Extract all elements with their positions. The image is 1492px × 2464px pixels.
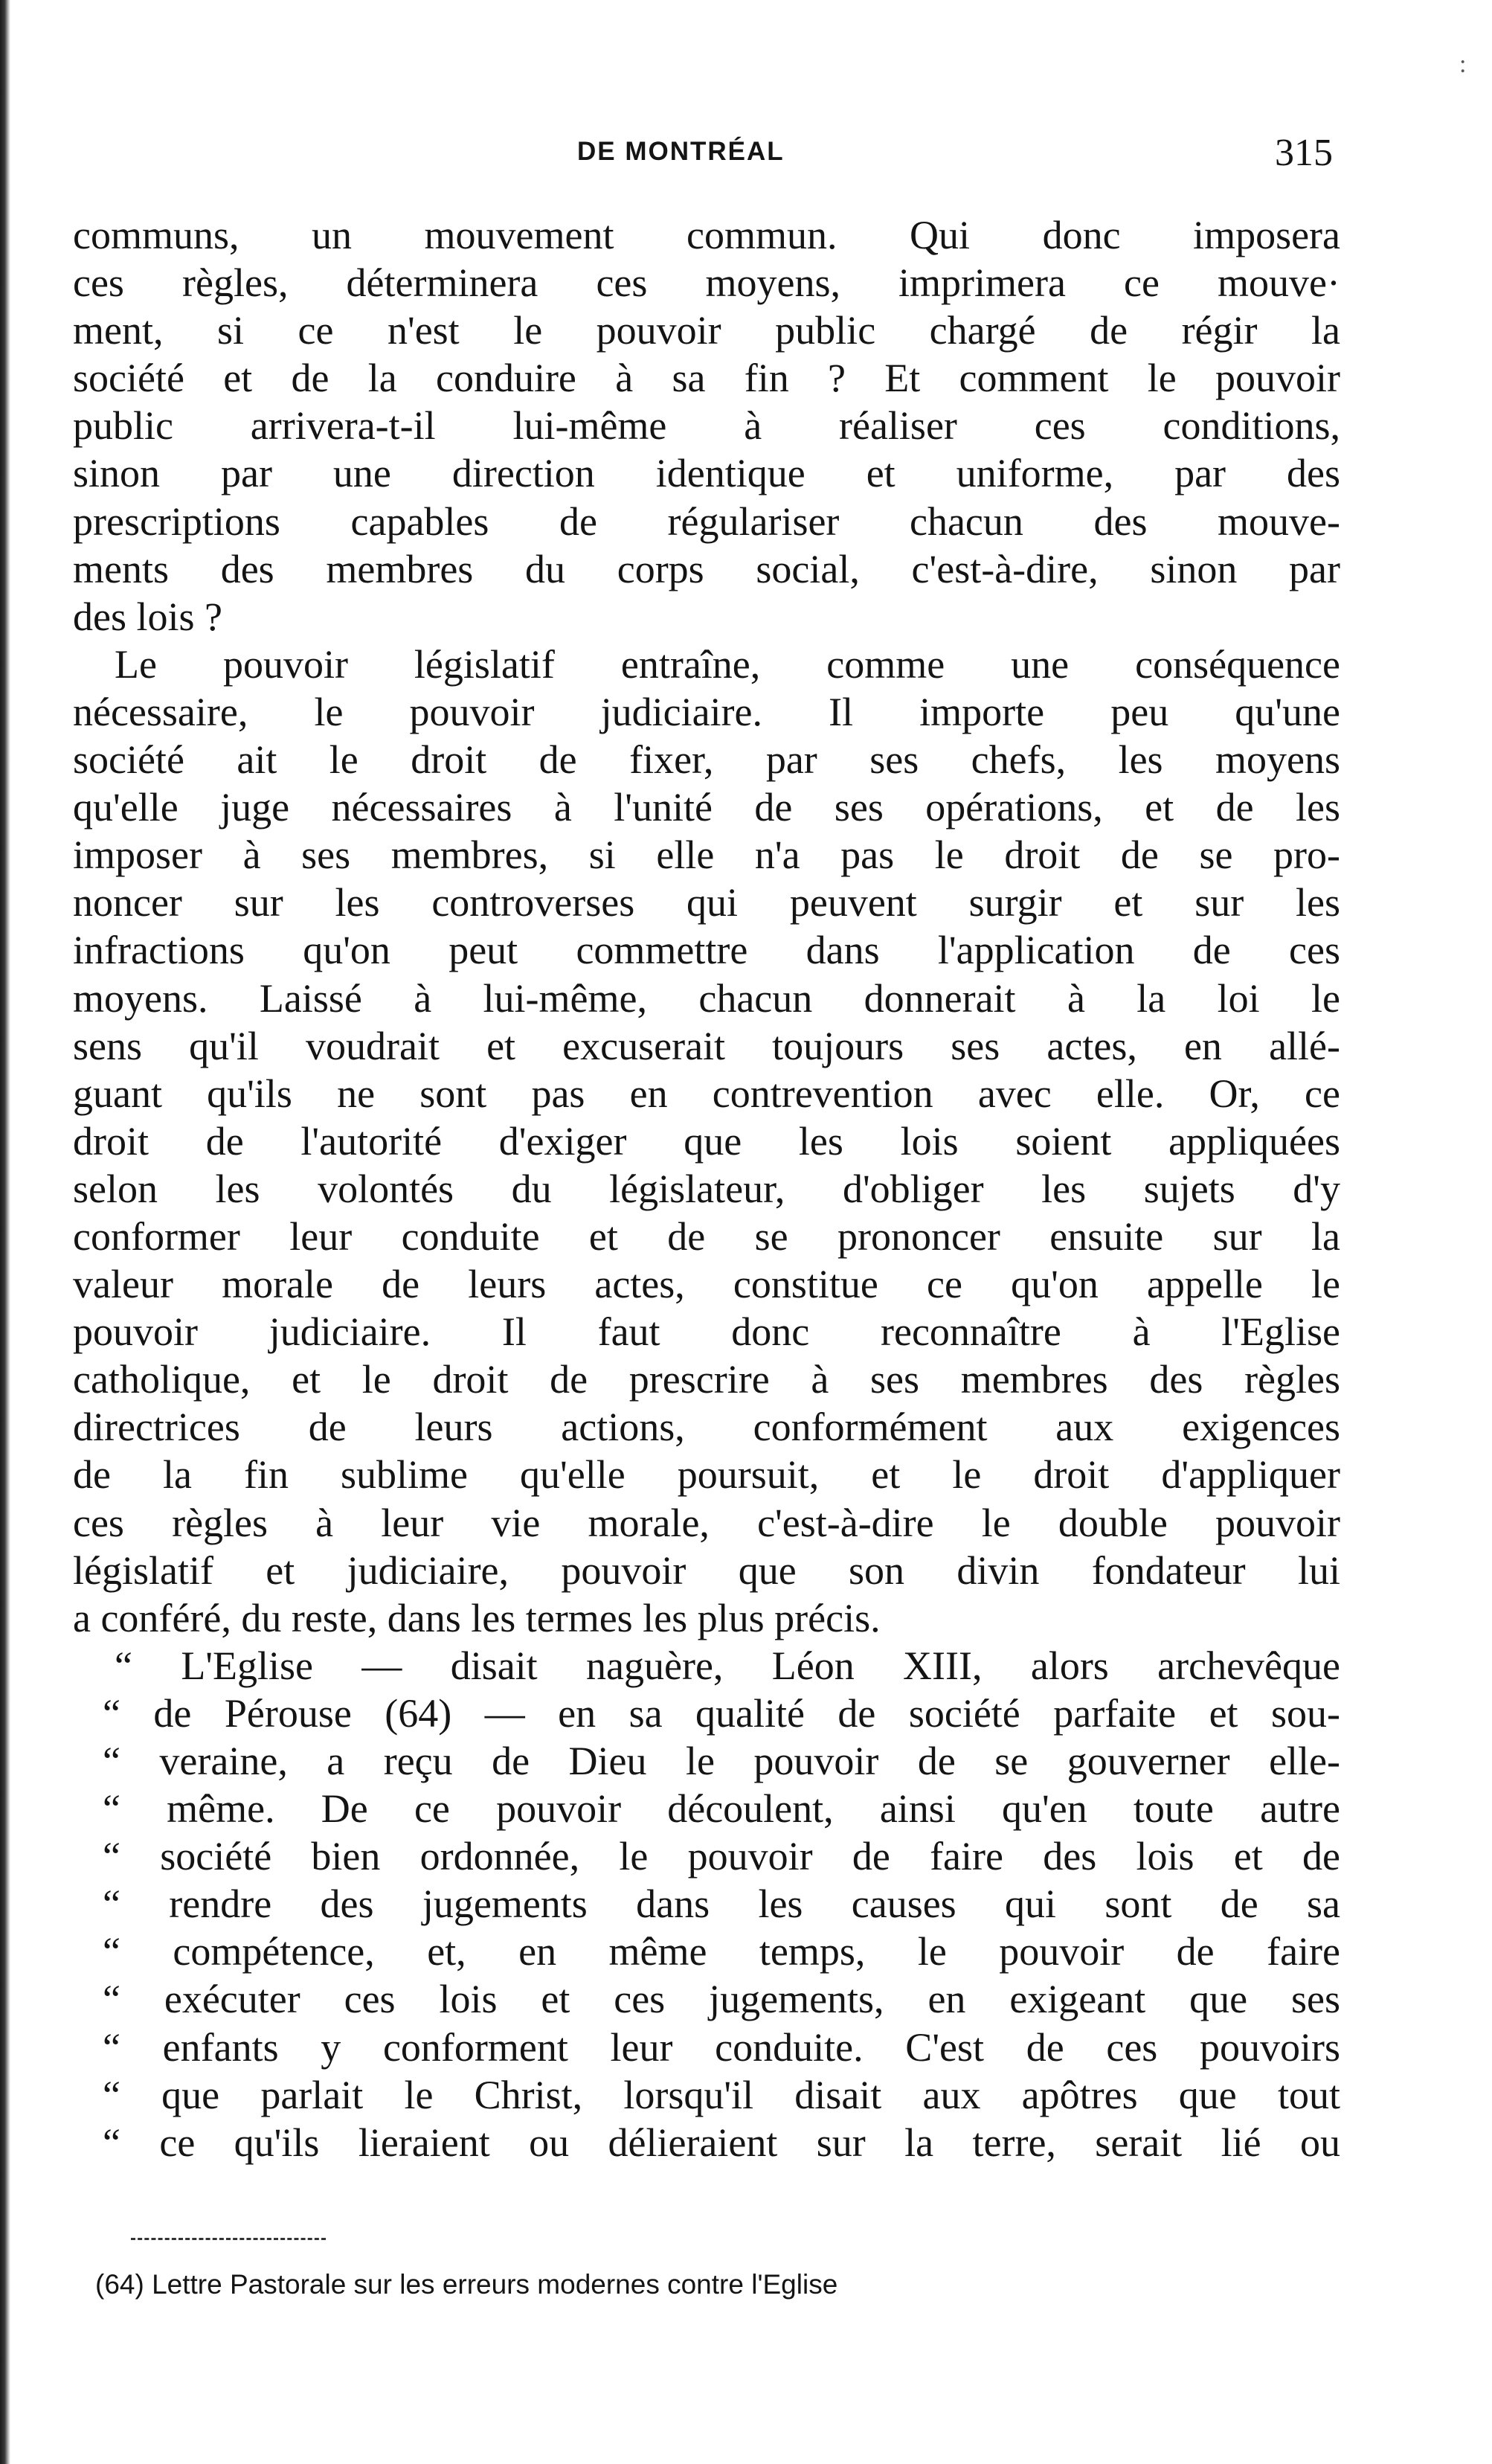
quote-line: “ rendre des jugements dans les causes qui sont de sa (103, 1881, 1340, 1927)
text-line: pouvoir judiciaire. Il faut donc reconnaître à l'Eglise (73, 1309, 1340, 1355)
page-header (0, 131, 1492, 183)
text-line: société ait le droit de fixer, par ses chefs, les moyens (73, 737, 1340, 783)
running-title: DE MONTRÉAL (577, 137, 785, 166)
text-line: a conféré, du reste, dans les termes les plus précis. (73, 1595, 881, 1640)
text-line: conformer leur conduite et de se prononcer ensuite sur la (73, 1213, 1340, 1259)
text-line: qu'elle juge nécessaires à l'unité de ses opérations, et de les (73, 785, 1340, 830)
text-line: ment, si ce n'est le pouvoir public chargé de régir la (73, 308, 1340, 353)
quote-line: “ enfants y conforment leur conduite. C'est de ces pouvoirs (103, 2024, 1340, 2070)
quote-line: “ L'Eglise — disait naguère, Léon XIII, alors archevêque (115, 1643, 1340, 1688)
text-line: ces règles, déterminera ces moyens, imprimera ce mouve· (73, 260, 1340, 306)
page-number: 315 (1275, 132, 1333, 174)
text-line: ments des membres du corps social, c'est-à-dire, sinon par (73, 546, 1340, 591)
text-line: public arrivera-t-il lui-même à réaliser ces conditions, (73, 403, 1340, 449)
text-line: sinon par une direction identique et uniforme, par des (73, 451, 1340, 496)
text-line: valeur morale de leurs actes, constitue ce qu'on appelle le (73, 1262, 1340, 1307)
quote-line: “ société bien ordonnée, le pouvoir de faire des lois et de (103, 1834, 1340, 1879)
quote-line: “ compétence, et, en même temps, le pouvoir de faire (103, 1929, 1340, 1974)
text-line: Le pouvoir législatif entraîne, comme une conséquence (115, 641, 1340, 687)
text-line: sens qu'il voudrait et excuserait toujours ses actes, en allé- (73, 1023, 1340, 1068)
quote-line: “ même. De ce pouvoir découlent, ainsi qu'en toute autre (103, 1786, 1340, 1832)
text-line: moyens. Laissé à lui-même, chacun donnerait à la loi le (73, 975, 1340, 1021)
footnote: (64) Lettre Pastorale sur les erreurs modernes contre l'Eglise (95, 2269, 838, 2300)
quote-line: “ exécuter ces lois et ces jugements, en exigeant que ses (103, 1977, 1340, 2022)
text-line: infractions qu'on peut commettre dans l'application de ces (73, 928, 1340, 973)
text-line: ces règles à leur vie morale, c'est-à-dire le double pouvoir (73, 1500, 1340, 1545)
text-line: prescriptions capables de régulariser chacun des mouve- (73, 498, 1340, 544)
quote-line: “ que parlait le Christ, lorsqu'il disait aux apôtres que tout (103, 2072, 1340, 2117)
text-line: guant qu'ils ne sont pas en contrevention avec elle. Or, ce (73, 1071, 1340, 1116)
text-line: selon les volontés du législateur, d'obliger les sujets d'y (73, 1166, 1340, 1211)
text-line: imposer à ses membres, si elle n'a pas le droit de se pro- (73, 832, 1340, 878)
text-line: noncer sur les controverses qui peuvent surgir et sur les (73, 880, 1340, 925)
text-line: catholique, et le droit de prescrire à ses membres des règles (73, 1357, 1340, 1402)
page-binding-edge (0, 0, 10, 2464)
text-line: de la fin sublime qu'elle poursuit, et le droit d'appliquer (73, 1452, 1340, 1498)
body-text (73, 211, 1340, 2166)
text-line: société et de la conduire à sa fin ? Et comment le pouvoir (73, 356, 1340, 401)
quote-line: “ ce qu'ils lieraient ou délieraient sur la terre, serait lié ou (103, 2120, 1340, 2165)
quote-line: “ veraine, a reçu de Dieu le pouvoir de se gouverner elle- (103, 1739, 1340, 1783)
text-line: droit de l'autorité d'exiger que les lois soient appliquées (73, 1118, 1340, 1164)
text-line: communs, un mouvement commun. Qui donc imposera (73, 213, 1340, 257)
quote-line: “ de Pérouse (64) — en sa qualité de société parfaite et sou- (103, 1690, 1340, 1736)
text-line: législatif et judiciaire, pouvoir que son divin fondateur lui (73, 1547, 1340, 1593)
text-line: directrices de leurs actions, conformément aux exigences (73, 1405, 1340, 1450)
corner-mark: : (1459, 51, 1467, 78)
text-line: des lois ? (73, 594, 222, 639)
footnote-separator (131, 2238, 326, 2240)
text-line: nécessaire, le pouvoir judiciaire. Il importe peu qu'une (73, 689, 1340, 734)
